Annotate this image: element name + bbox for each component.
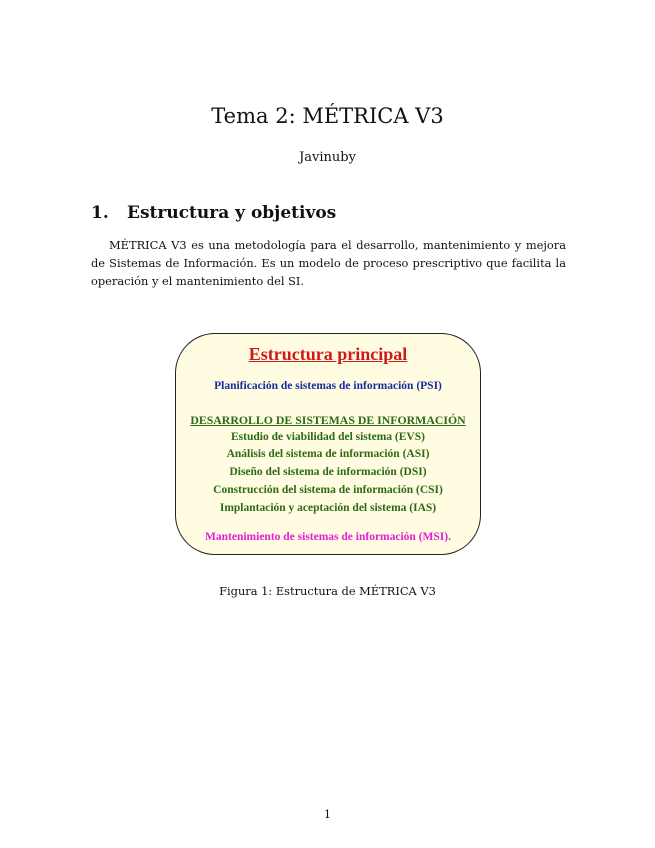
- figure-structure-diagram: [175, 333, 481, 555]
- figure-development-item: Estudio de viabilidad del sistema (EVS): [231, 431, 425, 443]
- page-number: 1: [323, 807, 332, 821]
- figure-heading: Estructura principal: [248, 344, 408, 364]
- figure-caption: Figura 1: Estructura de MÉTRICA V3: [219, 584, 436, 598]
- figure-development-item: Diseño del sistema de información (DSI): [229, 466, 427, 478]
- section-title: Estructura y objetivos: [127, 203, 337, 223]
- figure-development-heading: DESARROLLO DE SISTEMAS DE INFORMACIÓN: [190, 413, 466, 427]
- figure-development-item: Construcción del sistema de información (CSI): [213, 484, 443, 496]
- figure-development-item: Implantación y aceptación del sistema (IAS): [219, 502, 437, 514]
- document-author: Javinuby: [299, 150, 356, 165]
- figure-psi: Planificación de sistemas de información (PSI): [214, 380, 442, 392]
- section-paragraph: MÉTRICA V3 es una metodología para el desarrollo, mantenimiento y mejora de Sistemas de Información. Es un modelo de proceso prescriptivo que facilita la operación y el mantenimiento del SI.: [91, 238, 566, 288]
- section-heading: [91, 203, 336, 223]
- figure-development-item: Análisis del sistema de información (ASI): [226, 448, 430, 460]
- section-number: 1.: [91, 203, 109, 223]
- figure-msi: Mantenimiento de sistemas de información (MSI).: [205, 531, 451, 543]
- document-title: Tema 2: MÉTRICA V3: [211, 104, 444, 128]
